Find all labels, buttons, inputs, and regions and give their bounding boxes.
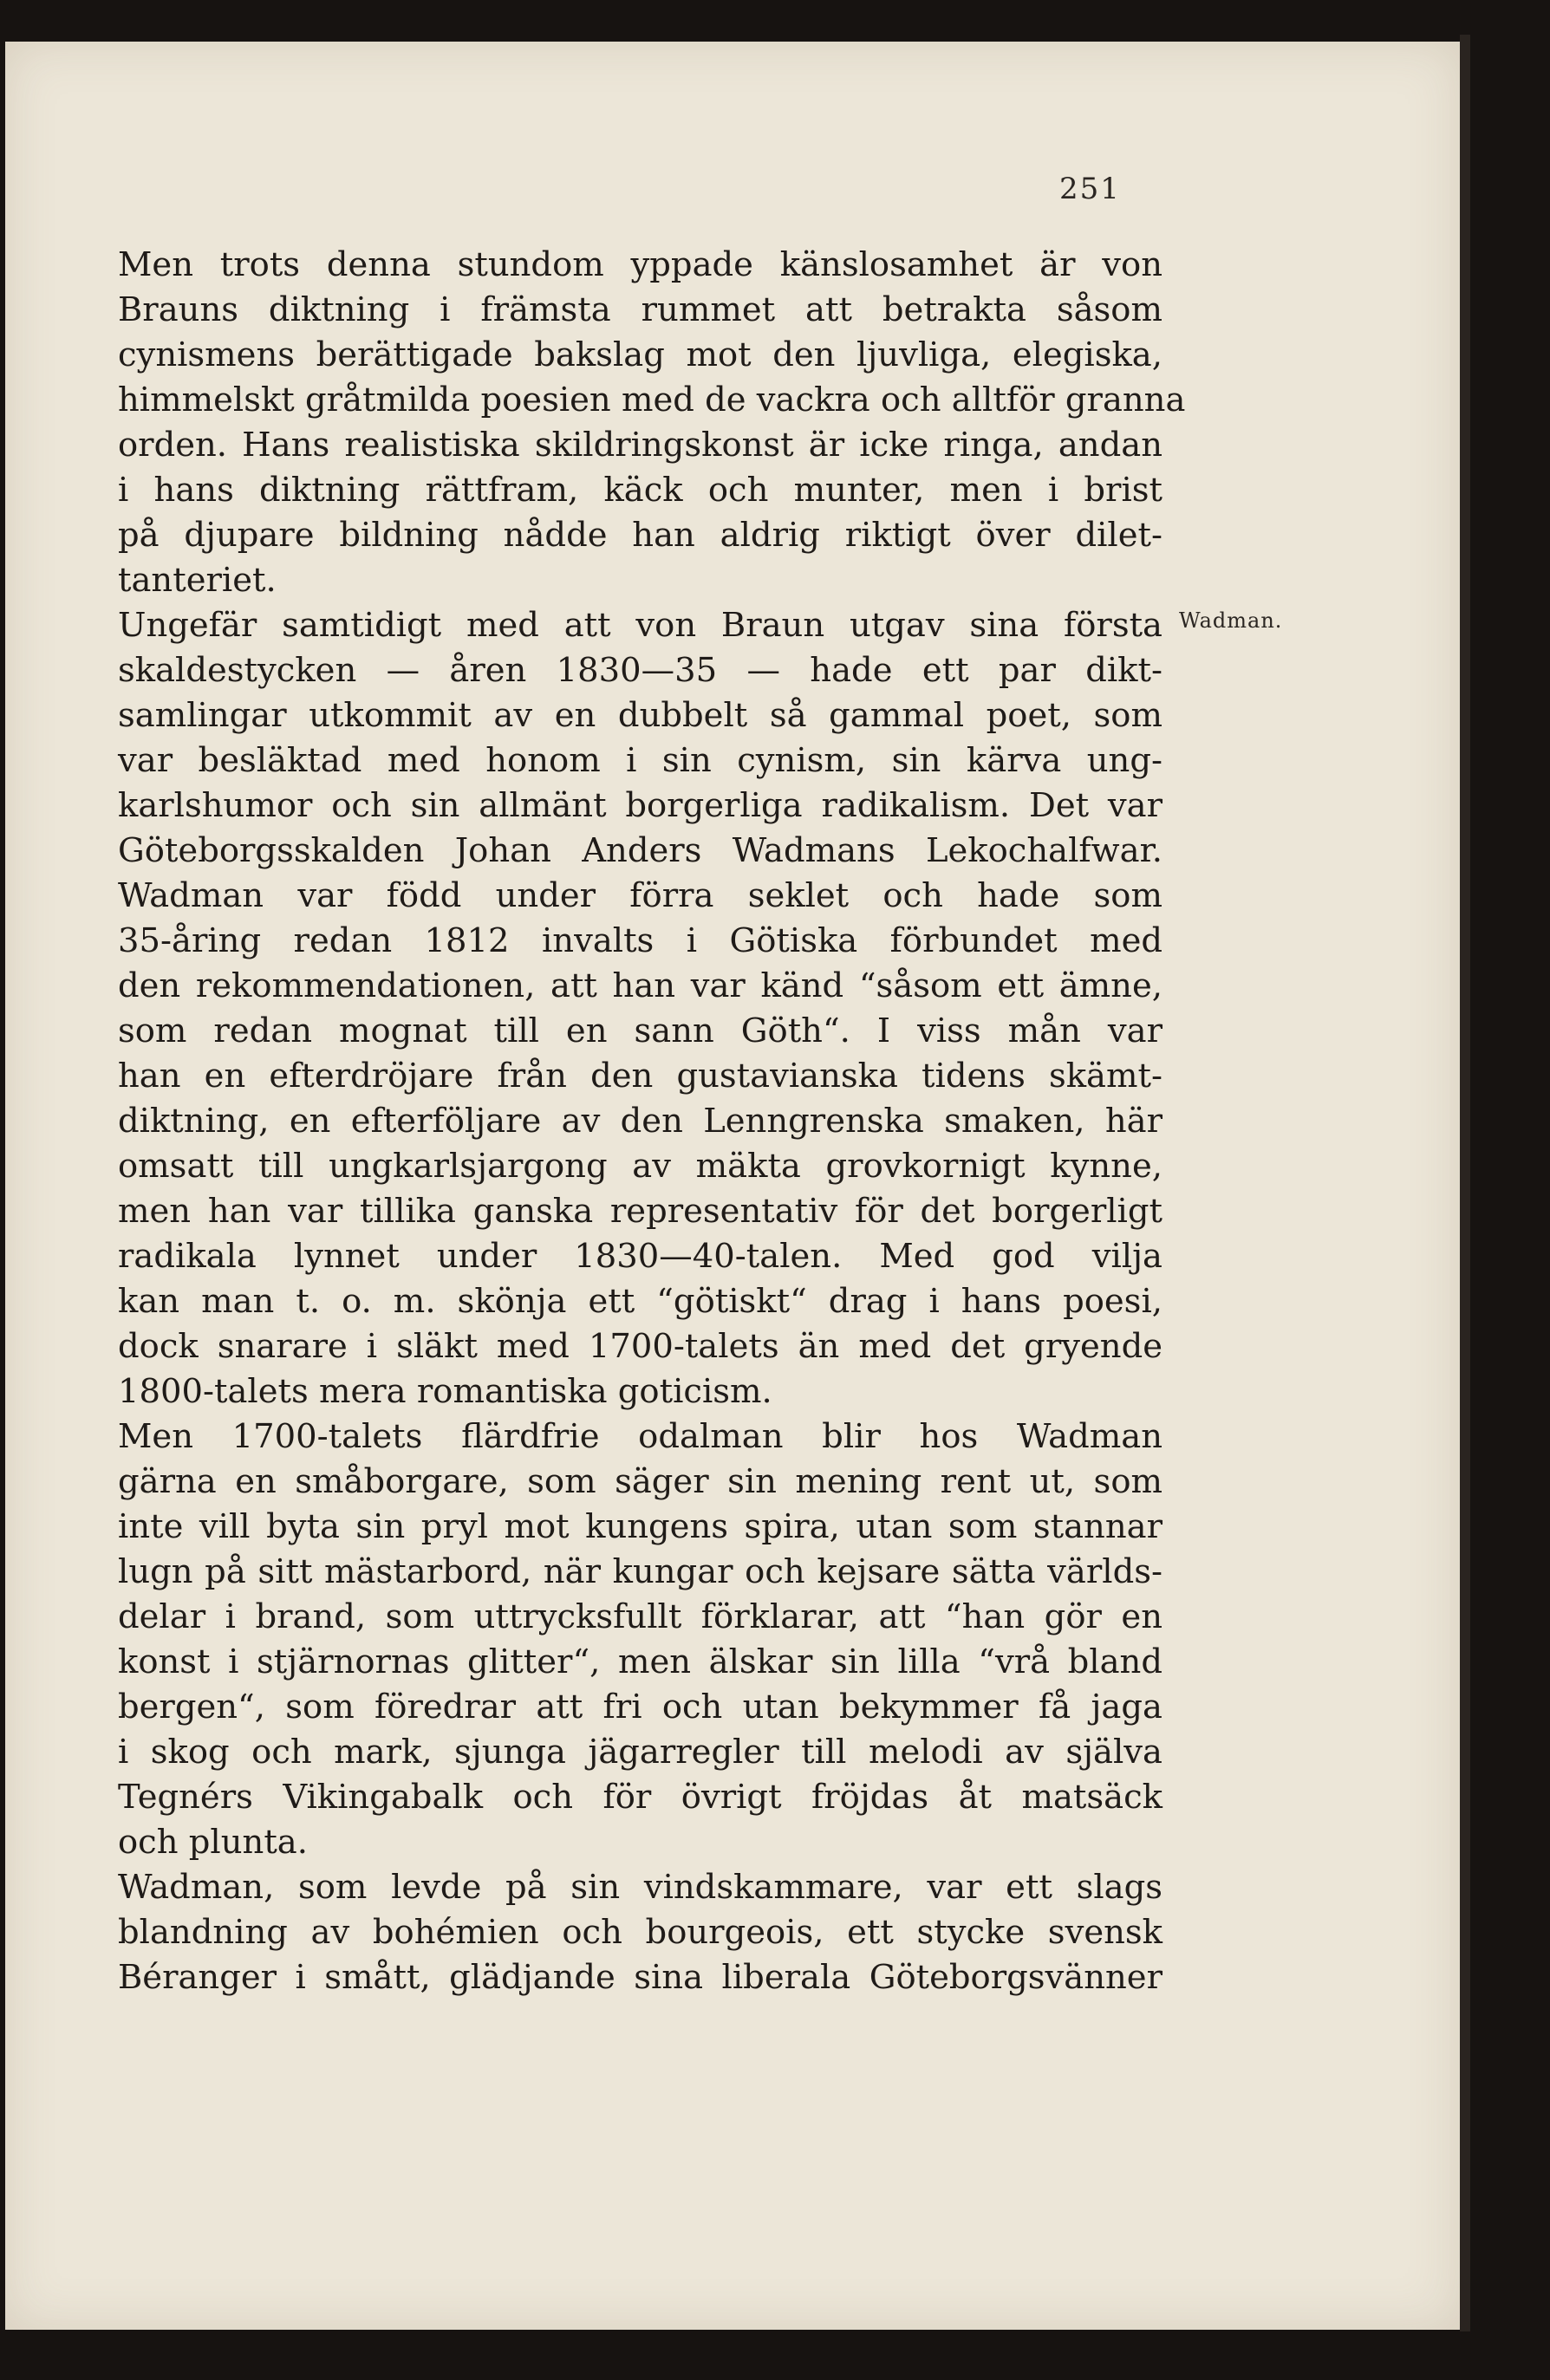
text-line: gärna en småborgare, som säger sin mening rent ut, som: [118, 1462, 1162, 1501]
text-line: och plunta.: [118, 1823, 308, 1862]
text-line: orden. Hans realistiska skildringskonst är icke ringa, andan: [118, 426, 1162, 465]
text-line: cynismens berättigade bakslag mot den ljuvliga, elegiska,: [118, 335, 1162, 374]
page-edge: [1460, 35, 1470, 2331]
text-line: 35-åring redan 1812 invalts i Götiska förbundet med: [118, 921, 1162, 960]
text-line: Wadman var född under förra seklet och hade som: [118, 876, 1162, 915]
text-line: Ungefär samtidigt med att von Braun utgav sina första: [118, 606, 1162, 645]
text-line: inte vill byta sin pryl mot kungens spira, utan som stannar: [118, 1507, 1162, 1546]
text-line: blandning av bohémien och bourgeois, ett stycke svensk: [118, 1913, 1162, 1952]
text-line: Tegnérs Vikingabalk och för övrigt fröjdas åt matsäck: [118, 1778, 1162, 1817]
text-line: i skog och mark, sjunga jägarregler till melodi av själva: [118, 1733, 1162, 1772]
text-line: 1800-talets mera romantiska goticism.: [118, 1372, 772, 1411]
text-line: tanteriet.: [118, 561, 277, 600]
text-line: på djupare bildning nådde han aldrig riktigt över dilet-: [118, 516, 1162, 555]
text-line: han en efterdröjare från den gustavianska tidens skämt-: [118, 1057, 1162, 1096]
page-number: 251: [1059, 172, 1121, 206]
text-line: i hans diktning rättfram, käck och munter, men i brist: [118, 471, 1162, 510]
text-line: karlshumor och sin allmänt borgerliga radikalism. Det var: [118, 786, 1162, 825]
text-line: men han var tillika ganska representativ för det borgerligt: [118, 1192, 1162, 1231]
text-line: diktning, en efterföljare av den Lenngrenska smaken, här: [118, 1102, 1162, 1141]
text-line: Wadman, som levde på sin vindskammare, var ett slags: [118, 1868, 1162, 1907]
text-line: samlingar utkommit av en dubbelt så gammal poet, som: [118, 696, 1162, 735]
text-line: Béranger i smått, glädjande sina liberala Göteborgsvänner: [118, 1958, 1162, 1997]
text-line: var besläktad med honom i sin cynism, sin kärva ung-: [118, 741, 1162, 780]
text-line: Men 1700-talets flärdfrie odalman blir hos Wadman: [118, 1417, 1162, 1456]
text-line: delar i brand, som uttrycksfullt förklarar, att “han gör en: [118, 1597, 1162, 1636]
margin-note: Wadman.: [1179, 608, 1283, 633]
text-line: lugn på sitt mästarbord, när kungar och kejsare sätta världs-: [118, 1552, 1162, 1591]
text-line: bergen“, som föredrar att fri och utan bekymmer få jaga: [118, 1687, 1162, 1726]
text-line: himmelskt gråtmilda poesien med de vackra och alltför granna: [118, 380, 1186, 419]
text-line: radikala lynnet under 1830—40-talen. Med god vilja: [118, 1237, 1162, 1276]
text-line: Brauns diktning i främsta rummet att betrakta såsom: [118, 290, 1162, 329]
text-line: Göteborgsskalden Johan Anders Wadmans Lekochalfwar.: [118, 831, 1162, 870]
text-line: omsatt till ungkarlsjargong av mäkta grovkornigt kynne,: [118, 1147, 1162, 1186]
body-text: [118, 243, 1186, 2000]
text-line: den rekommendationen, att han var känd “såsom ett ämne,: [118, 966, 1162, 1005]
text-line: dock snarare i släkt med 1700-talets än med det gryende: [118, 1327, 1162, 1366]
text-line: kan man t. o. m. skönja ett “götiskt“ drag i hans poesi,: [118, 1282, 1162, 1321]
text-line: som redan mognat till en sann Göth“. I viss mån var: [118, 1011, 1162, 1050]
text-line: Men trots denna stundom yppade känslosamhet är von: [118, 245, 1162, 284]
text-line: konst i stjärnornas glitter“, men älskar sin lilla “vrå bland: [118, 1642, 1162, 1681]
text-line: skaldestycken — åren 1830—35 — hade ett par dikt-: [118, 651, 1162, 690]
